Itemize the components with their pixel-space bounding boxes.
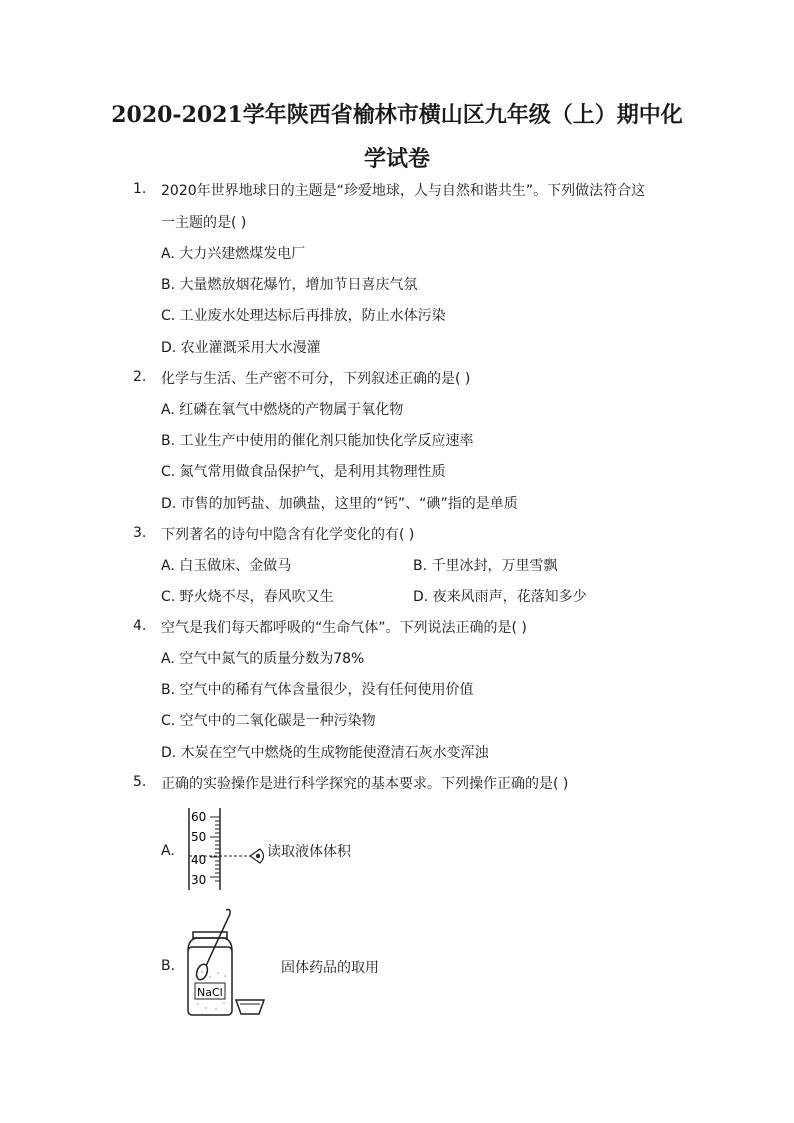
tick-label-30: 30 — [191, 873, 207, 887]
question-1-number: 1. — [133, 181, 147, 197]
exam-title-line2: 学试卷 — [363, 146, 430, 172]
question-1-option-d[interactable]: D. 农业灌溉采用大水漫灌 — [161, 340, 321, 356]
reagent-bottle-figure — [180, 906, 280, 1020]
question-5-option-a-letter[interactable]: A. — [161, 843, 175, 859]
eye-icon — [250, 849, 264, 863]
question-2-number: 2. — [133, 369, 147, 385]
question-3-option-a[interactable]: A. 白玉做床、金做马 — [161, 558, 292, 574]
question-5-option-b-label: 固体药品的取用 — [281, 960, 379, 976]
question-2-option-b[interactable]: B. 工业生产中使用的催化剂只能加快化学反应速率 — [161, 433, 474, 449]
bottle-label-text: NaCl — [197, 986, 223, 999]
question-5-text: 正确的实验操作是进行科学探究的基本要求。下列操作正确的是( ) — [161, 776, 569, 792]
graduated-cylinder-figure — [180, 806, 280, 892]
exam-title-line1: 2020-2021学年陕西省榆林市横山区九年级（上）期中化 — [111, 102, 683, 128]
question-4-option-c[interactable]: C. 空气中的二氧化碳是一种污染物 — [161, 713, 376, 729]
question-2-option-d[interactable]: D. 市售的加钙盐、加碘盐，这里的“钙”、“碘”指的是单质 — [161, 496, 518, 512]
question-2-option-c[interactable]: C. 氮气常用做食品保护气，是利用其物理性质 — [161, 464, 446, 480]
question-3-option-d[interactable]: D. 夜来风雨声，花落知多少 — [413, 589, 587, 605]
question-2-text: 化学与生活、生产密不可分，下列叙述正确的是( ) — [161, 371, 471, 387]
question-3-text: 下列著名的诗句中隐含有化学变化的有( ) — [161, 527, 415, 543]
question-4-text: 空气是我们每天都呼吸的“生命气体”。下列说法正确的是( ) — [161, 620, 527, 636]
question-1-text-line2: 一主题的是( ) — [161, 215, 247, 231]
question-4-option-a[interactable]: A. 空气中氮气的质量分数为78% — [161, 651, 365, 667]
question-1-option-a[interactable]: A. 大力兴建燃煤发电厂 — [161, 246, 306, 262]
question-2-option-a[interactable]: A. 红磷在氧气中燃烧的产物属于氧化物 — [161, 402, 404, 418]
bottle-stopper — [236, 1000, 264, 1014]
question-1-option-c[interactable]: C. 工业废水处理达标后再排放，防止水体污染 — [161, 308, 446, 324]
tick-label-40: 40 — [191, 853, 207, 867]
question-5-option-a-label: 读取液体体积 — [267, 844, 351, 860]
bottle-shoulder — [188, 938, 232, 951]
question-4-number: 4. — [133, 618, 147, 634]
question-3-option-b[interactable]: B. 千里冰封，万里雪飘 — [413, 558, 558, 574]
question-4-option-b[interactable]: B. 空气中的稀有气体含量很少，没有任何使用价值 — [161, 682, 474, 698]
question-1-text-line1: 2020年世界地球日的主题是“珍爱地球，人与自然和谐共生”。下列做法符合这 — [161, 183, 646, 199]
question-3-number: 3. — [133, 525, 147, 541]
question-1-option-b[interactable]: B. 大量燃放烟花爆竹，增加节日喜庆气氛 — [161, 277, 418, 293]
tick-label-60: 60 — [191, 810, 207, 824]
question-5-option-b-letter[interactable]: B. — [161, 958, 176, 974]
tick-label-50: 50 — [191, 830, 207, 844]
question-3-option-c[interactable]: C. 野火烧不尽，春风吹又生 — [161, 589, 334, 605]
question-5-number: 5. — [133, 774, 147, 790]
question-4-option-d[interactable]: D. 木炭在空气中燃烧的生成物能使澄清石灰水变浑浊 — [161, 745, 489, 761]
cylinder-scale-ticks — [210, 817, 220, 881]
